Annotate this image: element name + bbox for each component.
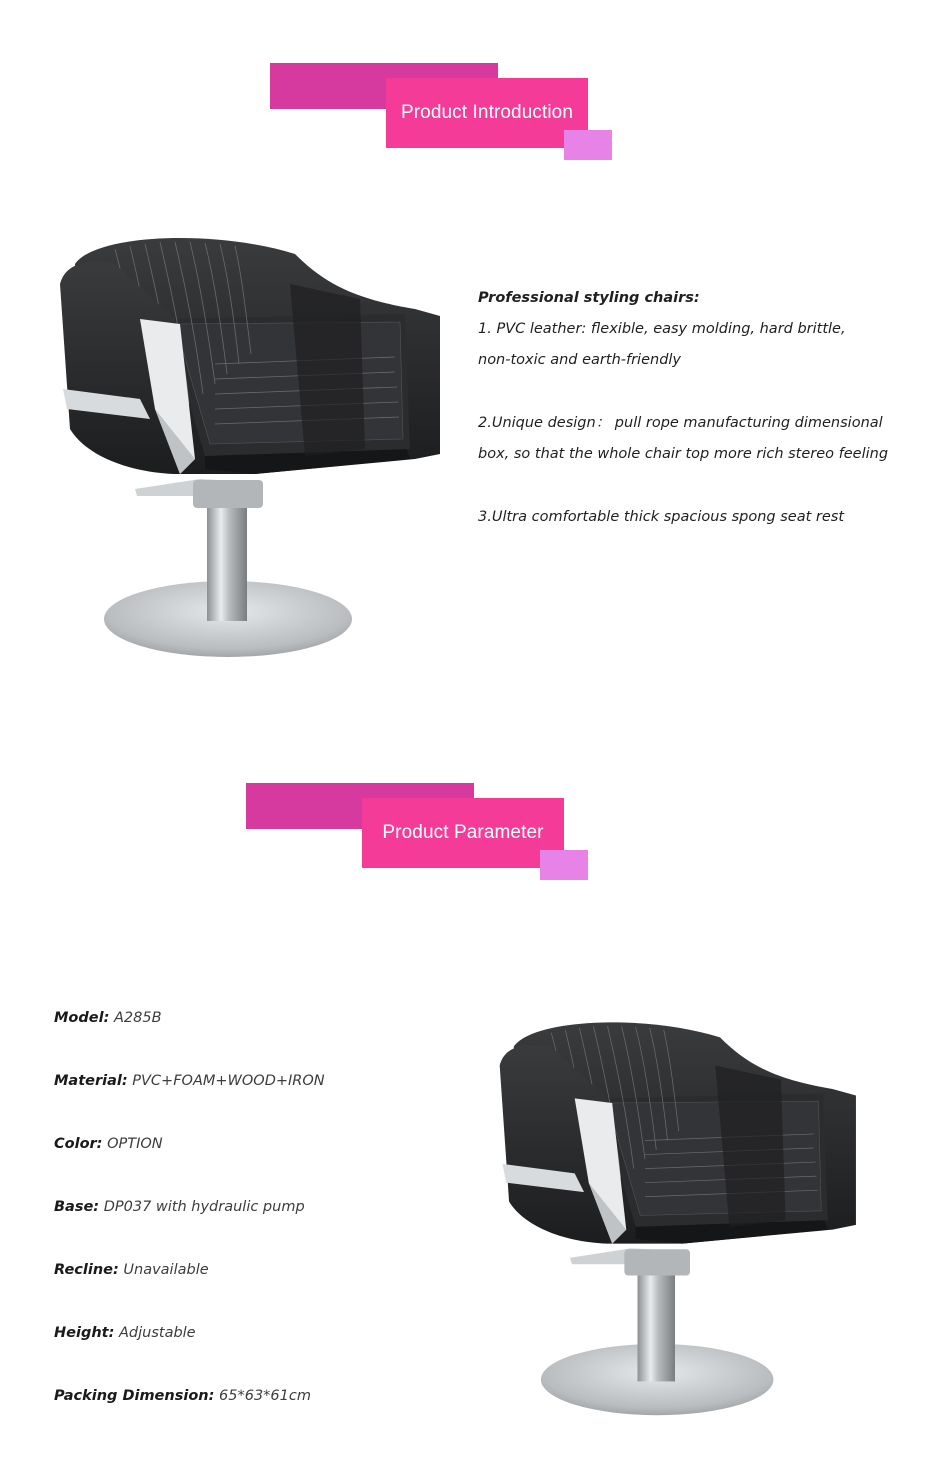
banner-title: Product Introduction bbox=[386, 78, 588, 148]
param-value: 65*63*61cm bbox=[219, 1388, 311, 1404]
param-value: Adjustable bbox=[118, 1325, 196, 1341]
param-row-material bbox=[54, 1068, 325, 1131]
param-value: A285B bbox=[113, 1010, 162, 1026]
param-row-recline bbox=[54, 1257, 325, 1320]
param-label: Base: bbox=[54, 1199, 100, 1215]
param-label: Height: bbox=[54, 1325, 115, 1341]
param-label: Packing Dimension: bbox=[54, 1388, 215, 1404]
product-parameter-list bbox=[54, 1005, 325, 1446]
banner-accent-block bbox=[540, 850, 588, 880]
param-row-base bbox=[54, 1194, 325, 1257]
param-value: PVC+FOAM+WOOD+IRON bbox=[132, 1073, 325, 1089]
section-banner-parameter bbox=[246, 783, 606, 903]
intro-item-1-line-1: 1. PVC leather: flexible, easy molding, hard brittle, bbox=[478, 321, 846, 337]
param-label: Color: bbox=[54, 1136, 103, 1152]
param-row-model bbox=[54, 1005, 325, 1068]
param-value: OPTION bbox=[107, 1136, 163, 1152]
product-image-chair bbox=[55, 224, 455, 664]
param-label: Recline: bbox=[54, 1262, 119, 1278]
banner-title: Product Parameter bbox=[362, 798, 564, 868]
intro-item-1-line-2: non-toxic and earth-friendly bbox=[478, 352, 682, 368]
param-row-color bbox=[54, 1131, 325, 1194]
product-image-chair bbox=[495, 1003, 870, 1428]
intro-item-2-line-1: 2.Unique design： pull rope manufacturing dimensional bbox=[478, 415, 883, 431]
param-row-height bbox=[54, 1320, 325, 1383]
param-label: Material: bbox=[54, 1073, 128, 1089]
intro-item-2-line-2: box, so that the whole chair top more rich stereo feeling bbox=[478, 446, 889, 462]
param-row-packing-dimension bbox=[54, 1383, 325, 1446]
section-banner-intro bbox=[270, 63, 630, 183]
intro-item-3: 3.Ultra comfortable thick spacious spong seat rest bbox=[478, 509, 845, 525]
param-label: Model: bbox=[54, 1010, 110, 1026]
param-value: DP037 with hydraulic pump bbox=[103, 1199, 305, 1215]
intro-heading: Professional styling chairs: bbox=[478, 290, 700, 306]
banner-accent-block bbox=[564, 130, 612, 160]
param-value: Unavailable bbox=[123, 1262, 209, 1278]
product-introduction-text bbox=[478, 283, 918, 533]
